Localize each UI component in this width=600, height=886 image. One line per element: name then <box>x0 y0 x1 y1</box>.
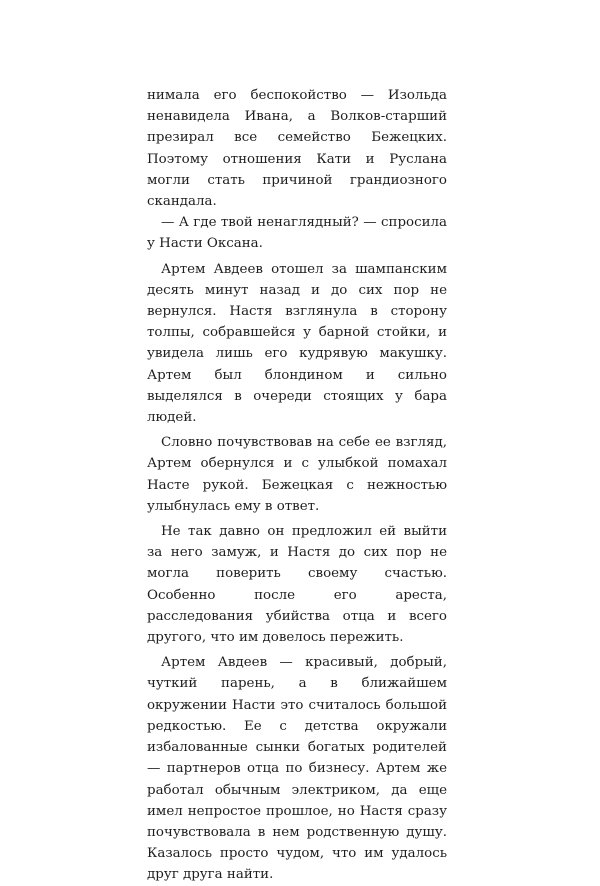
paragraph-4: Словно почувствовав на себе ее взгляд, Артем обернулся и с улыбкой помахал Насте рукой. Бежецкая с нежностью улыбнулась ему в ответ. <box>147 435 447 514</box>
paragraph-3: Артем Авдеев отошел за шампанским десять минут назад и до сих пор не вернулся. Настя взглянула в сторону толпы, собравшейся у барной стойки, и увидела лишь его кудрявую макушку. Артем был блондином и сильно выделялся в очереди стоящих у бара людей. <box>147 261 447 426</box>
paragraph-6: Артем Авдеев — красивый, добрый, чуткий парень, а в ближайшем окружении Насти это считалось большой редкостью. Ее с детства окружали избалованные сынки богатых родителей — партнеров отца по бизнесу. Артем же работал обычным электриком, да еще имел непростое прошлое, но Настя сразу почувствовала в нем родственную душу. Казалось просто чудом, что им удалось друг друга найти. <box>147 655 447 883</box>
body-text <box>147 85 447 886</box>
paragraph-5: Не так давно он предложил ей выйти за него замуж, и Настя до сих пор не могла поверить своему счастью. Особенно после его ареста, расследования убийства отца и всего другого, что им довелось пережить. <box>147 524 447 646</box>
paragraph-2: — А где твой ненаглядный? — спросила у Насти Оксана. <box>147 215 447 252</box>
paragraph-1: нимала его беспокойство — Изольда ненавидела Ивана, а Волков-старший презирал все семейство Бежецких. Поэтому отношения Кати и Руслана могли стать причиной грандиозного скандала. <box>147 88 447 210</box>
